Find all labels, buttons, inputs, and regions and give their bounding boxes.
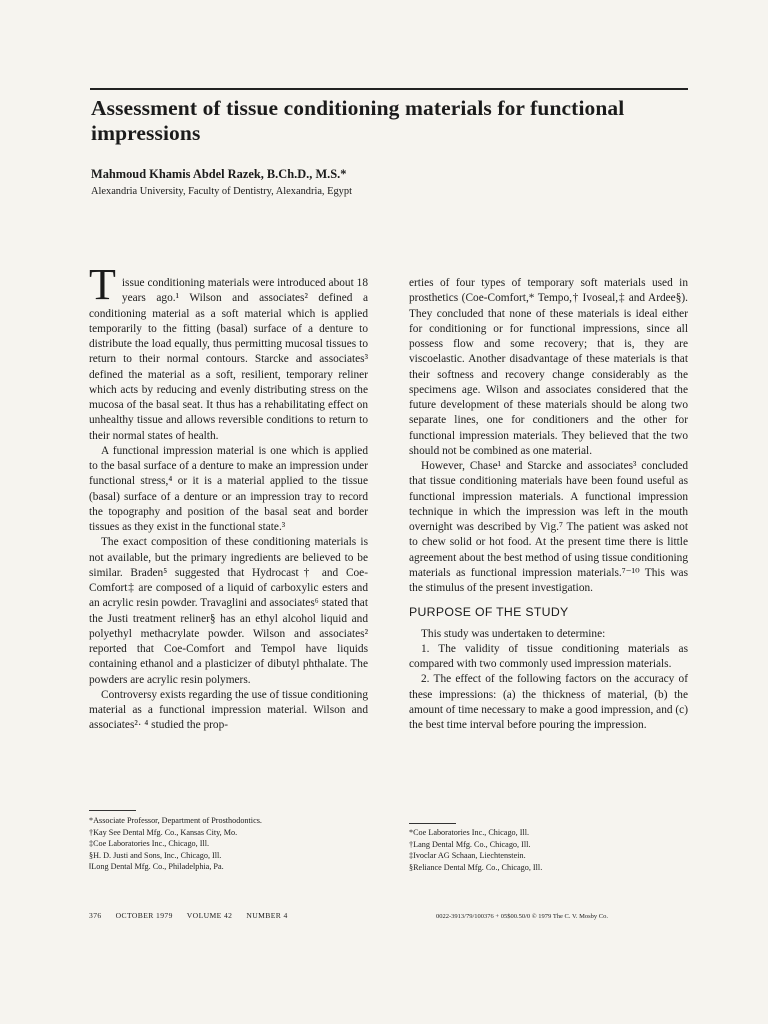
footnotes-right bbox=[409, 827, 684, 873]
section-heading: PURPOSE OF THE STUDY bbox=[409, 605, 569, 620]
page-footer bbox=[89, 911, 302, 920]
footnote-rule bbox=[409, 823, 456, 824]
footnote: ‡Ivoclar AG Schaan, Liechtenstein. bbox=[409, 851, 526, 861]
body-paragraph: The exact composition of these conditioning materials is not available, but the primary ingredients are believed to be similar. Braden⁵ suggested that Hydrocast† and Coe-Comfort‡ are composed of a liquid of carboxylic esters and an acrylic resin powder. Travaglini and associates⁶ stated that the Justi treatment reliner§ has an ethyl alcohol liquid and polyethyl methacrylate powder. Wilson and associates² reported that Coe-Comfort and Tempo‖ have liquids containing ethanol and a plasticizer of dibutyl phthalate. The powders are acrylic resin polymers. bbox=[89, 536, 368, 686]
body-paragraph: However, Chase¹ and Starcke and associates³ concluded that tissue conditioning materials have been found useful as functional impression materials. A functional impression technique in which the impression was left in the mouth overnight was described by Vig.⁷ The patient was asked not to chew solid or hot food. At the present time there is little agreement about the best method of using tissue conditioning materials as functional impression materials.⁷⁻¹⁰ This was the stimulus of the present investigation. bbox=[409, 460, 688, 594]
copyright-line: 0022-3913/79/100376 + 05$00.50/0 © 1979 The C. V. Mosby Co. bbox=[436, 913, 609, 920]
list-item: 1. The validity of tissue conditioning materials as compared with two commonly used impression materials. bbox=[409, 642, 688, 670]
footnotes-left bbox=[89, 815, 364, 873]
intro-paragraph: Tissue conditioning materials were introduced about 18 years ago.¹ Wilson and associates² defined a conditioning material as a soft material which is applied temporarily to the fitting (basal) surface of a denture to distribute the load equally, thus permitting mucosal tissues to return to their normal contours. Starcke and associates³ defined the material as a soft, resilient, temporary reliner which acts by reducing and evenly distributing stress on the mucosa of the basal seat. It thus has a rehabilitating effect on unhealthy tissue and allows reversible conditions to return to their normal states of health. bbox=[89, 260, 368, 442]
issue-date: OCTOBER 1979 bbox=[115, 911, 173, 920]
footnote: †Lang Dental Mfg. Co., Chicago, Ill. bbox=[409, 839, 531, 849]
footnote: *Coe Laboratories Inc., Chicago, Ill. bbox=[409, 828, 530, 837]
author-line: Mahmoud Khamis Abdel Razek, B.Ch.D., M.S.* bbox=[91, 167, 347, 181]
body-paragraph: Controversy exists regarding the use of tissue conditioning material as a functional impression material. Wilson and associates²· ⁴ studied the prop- bbox=[89, 688, 368, 732]
footnote: §H. D. Justi and Sons, Inc., Chicago, Ill. bbox=[89, 850, 222, 860]
drop-cap: T bbox=[89, 260, 116, 309]
footnote: *Associate Professor, Department of Prosthodontics. bbox=[89, 816, 262, 825]
title-rule bbox=[90, 88, 688, 90]
footnote: §Reliance Dental Mfg. Co., Chicago, Ill. bbox=[409, 862, 543, 872]
footnote-rule bbox=[89, 810, 136, 811]
body-paragraph: A functional impression material is one which is applied to the basal surface of a denture to make an impression under functional stress,⁴ or it is a material applied to the tissue (basal) surface of a denture or an impression tray to record the topography and position of the basal seat and border tissues as they exist in the functional state.³ bbox=[89, 444, 368, 533]
affiliation-line: Alexandria University, Faculty of Dentistry, Alexandria, Egypt bbox=[91, 186, 352, 197]
footnote: ‡Coe Laboratories Inc., Chicago, Ill. bbox=[89, 839, 210, 849]
body-paragraph: This study was undertaken to determine: bbox=[421, 627, 606, 640]
body-paragraph: erties of four types of temporary soft materials used in prosthetics (Coe-Comfort,* Tempo,† Ivoseal,‡ and Ardee§). They concluded that none of these materials is ideal either for conditioning or for functional impressions, since all possess flow and some recovery; that is, they are viscoelastic. Another disadvantage of these materials is that their softness and recovery change considerably as the specimens age. Wilson and associates considered that the future development of these materials should be along two separate lines, one for conditioners and the other for functional impression materials. They believed that the two should not be combined as one material. bbox=[409, 277, 688, 457]
page-number: 376 bbox=[89, 911, 102, 920]
article-title: Assessment of tissue conditioning materials for functional impressions bbox=[91, 96, 625, 145]
left-column bbox=[89, 260, 368, 734]
volume-label: VOLUME 42 bbox=[186, 911, 233, 920]
footnote: ‖Long Dental Mfg. Co., Philadelphia, Pa. bbox=[89, 862, 224, 872]
issue-number: NUMBER 4 bbox=[246, 911, 288, 920]
right-column bbox=[409, 276, 688, 733]
list-item: 2. The effect of the following factors on the accuracy of these impressions: (a) the thickness of material, (b) the amount of time necessary to make a good impression, and (c) the best time interval before pouring the impression. bbox=[409, 673, 688, 731]
footnote: †Kay See Dental Mfg. Co., Kansas City, Mo. bbox=[89, 827, 238, 837]
